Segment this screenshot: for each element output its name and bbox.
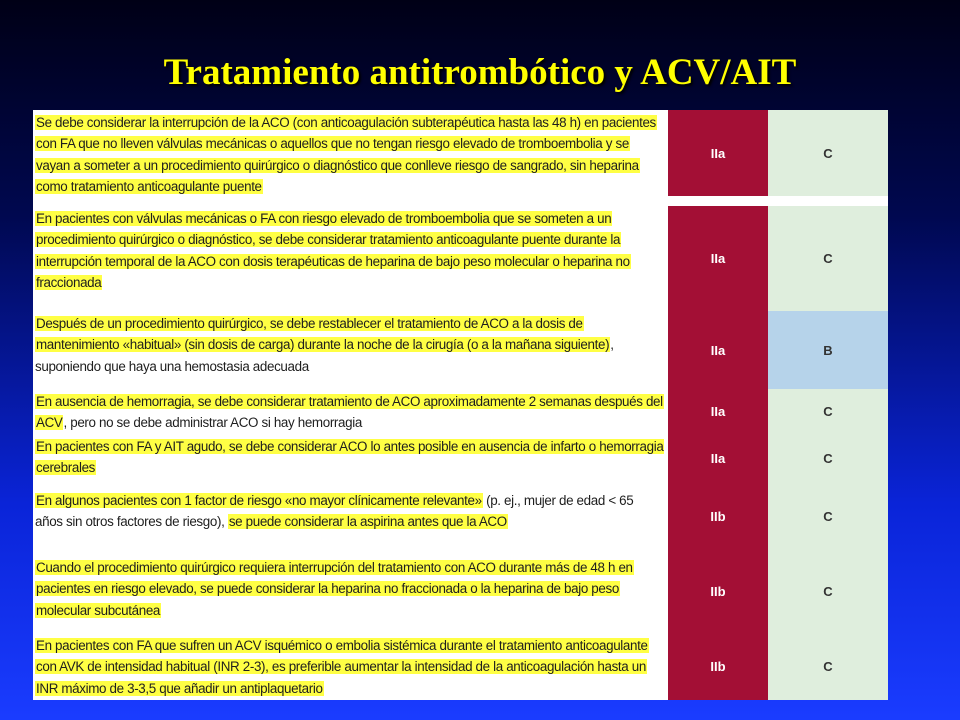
class-cell: IIa <box>668 389 768 434</box>
table-row <box>33 550 888 632</box>
highlighted-text: se puede considerar la aspirina antes que la ACO <box>228 514 507 530</box>
recommendation-text <box>33 206 668 311</box>
recommendation-text <box>33 389 668 434</box>
highlighted-text: En pacientes con FA y AIT agudo, se debe considerar ACO lo antes posible en ausencia de infarto o hemorragia cerebrales <box>36 439 664 476</box>
slide-title: Tratamiento antitrombótico y ACV/AIT <box>163 52 797 93</box>
highlighted-text: En algunos pacientes con 1 factor de riesgo «no mayor clínicamente relevante» <box>36 493 482 508</box>
recommendation-text <box>33 110 668 196</box>
class-cell: IIb <box>668 632 768 700</box>
highlighted-text: En ausencia de hemorragia, se debe considerar tratamiento de ACO aproximadamente 2 semanas después del ACV <box>36 394 663 431</box>
level-cell: C <box>768 389 888 434</box>
plain-text: , suponiendo que haya una hemostasia adecuada <box>35 337 614 374</box>
table-row <box>33 632 888 700</box>
highlighted-text: Cuando el procedimiento quirúrgico requiera interrupción del tratamiento con ACO durante más de 48 h en pacientes en riesgo elevado, se puede considerar la heparina no fraccionada o la heparina de bajo peso molecular subcutánea <box>36 560 633 618</box>
recommendation-text <box>33 550 668 632</box>
level-cell: C <box>768 434 888 482</box>
recommendation-text <box>33 434 668 482</box>
level-cell: C <box>768 482 888 550</box>
table-row <box>33 110 888 196</box>
highlighted-text: En pacientes con válvulas mecánicas o FA con riesgo elevado de tromboembolia que se someten a un procedimiento quirúrgico o diagnóstico, se debe considerar tratamiento anticoagulante puente durante la interrupción temporal de la ACO con dosis terapéuticas de heparina de bajo peso molecular o heparina no fraccionada <box>36 211 630 290</box>
level-cell: C <box>768 206 888 311</box>
class-cell: IIa <box>668 110 768 196</box>
class-cell: IIb <box>668 550 768 632</box>
plain-text: , pero no se debe administrar ACO si hay hemorragia <box>63 415 362 431</box>
class-cell: IIa <box>668 434 768 482</box>
table-row <box>33 206 888 311</box>
level-cell: B <box>768 311 888 389</box>
plain-text: (p. ej., mujer de edad < 65 años sin otros factores de riesgo), <box>35 493 634 530</box>
class-cell: IIa <box>668 311 768 389</box>
highlighted-text: Se debe considerar la interrupción de la ACO (con anticoagulación subterapéutica hasta las 48 h) en pacientes con FA que no lleven válvulas mecánicas o aquellos que no tengan riesgo elevado de tromboembolia y se vayan a someter a un procedimiento quirúrgico o diagnóstico que conlleve riesgo de sangrado, sin heparina como tratamiento anticoagulante puente <box>36 115 656 194</box>
class-cell: IIa <box>668 206 768 311</box>
highlighted-text: Después de un procedimiento quirúrgico, se debe restablecer el tratamiento de ACO a la dosis de mantenimiento «habitual» (sin dosis de carga) durante la noche de la cirugía (o a la mañana siguiente) <box>36 316 610 353</box>
highlighted-text: En pacientes con FA que sufren un ACV isquémico o embolia sistémica durante el tratamiento anticoagulante con AVK de intensidad habitual (INR 2-3), es preferible aumentar la intensidad de la anticoagulación hasta un INR máximo de 3-3,5 que añadir un antiplaquetario <box>36 638 648 696</box>
table-row <box>33 311 888 389</box>
table-row <box>33 389 888 434</box>
class-cell: IIb <box>668 482 768 550</box>
level-cell: C <box>768 632 888 700</box>
recommendation-text <box>33 311 668 389</box>
level-cell: C <box>768 550 888 632</box>
table-row <box>33 482 888 550</box>
recommendation-text <box>33 632 668 700</box>
level-cell: C <box>768 110 888 196</box>
recommendations-table <box>33 110 888 700</box>
table-row <box>33 434 888 482</box>
recommendation-text <box>33 482 668 550</box>
